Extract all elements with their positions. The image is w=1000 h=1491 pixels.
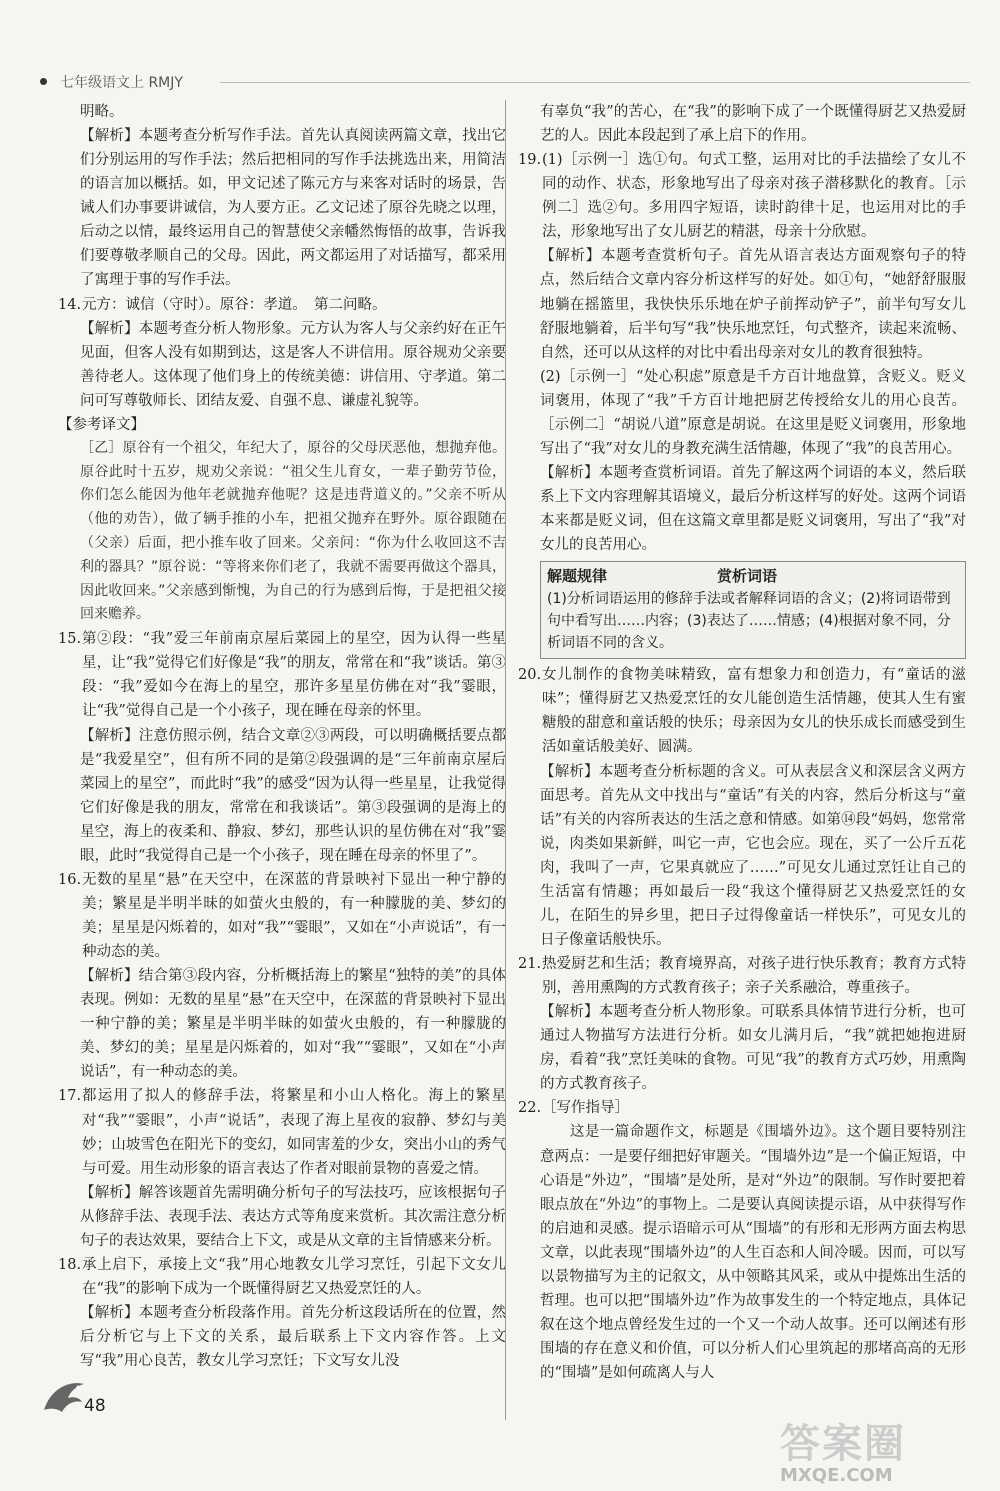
question-number: 19. bbox=[518, 152, 542, 169]
paragraph: 【解析】本题考查分析人物形象。元方认为客人与父亲约好在正午见面，但客人没有如期到达，这是客人不讲信用。原谷规劝父亲要善待老人。这体现了他们身上的传统美德：讲信用、守孝道。第二问可写尊敬师长、团结友爱、自强不息、谦虚礼貌等。 bbox=[80, 320, 506, 409]
bullet-icon bbox=[40, 78, 47, 85]
header-rule bbox=[220, 82, 970, 83]
paragraph: 有辜负“我”的苦心，在“我”的影响下成了一个既懂得厨艺又热爱厨艺的人。因此本段起到了承上启下的作用。 bbox=[540, 104, 966, 145]
dolphin-logo-icon bbox=[40, 1372, 90, 1418]
question-answer: 无数的星星“悬”在天空中，在深蓝的背景映衬下显出一种宁静的美；繁星是半明半昧的如萤火虫般的，有一种朦胧的美、梦幻的美；星星是闪烁着的，如对“我”“霎眼”，又如在“小声说话”，有一种动态的美。 bbox=[82, 871, 506, 961]
reference-translation: ［乙］原谷有一个祖父，年纪大了，原谷的父母厌恶他，想抛弃他。原谷此时十五岁，规劝父亲说：“祖父生儿育女，一辈子勤劳节俭，你们怎么能因为他年老就抛弃他呢？这是违背道义的。”父亲不听从（他的劝告），做了辆手推的小车，把祖父抛弃在野外。原谷跟随在（父亲）后面，把小推车收了回来。父亲问：“你为什么收回这不吉利的器具？”原谷说：“等将来你们老了，我就不需要再做这个器具，因此收回来。”父亲感到惭愧，为自己的行为感到后悔，于是把祖父接回来赡养。 bbox=[80, 439, 506, 623]
tip-body: (1)分析词语运用的修辞手法或者解释词语的含义；(2)将词语带到句中看写出……内容；(3)表达了……情感；(4)根据对象不同，分析词语不同的含义。 bbox=[547, 591, 951, 652]
paragraph: 【解析】本题考查赏析句子。首先从语言表达方面观察句子的特点，然后结合文章内容分析这样写的好处。如①句，“她舒舒服服地躺在摇篮里，我快快乐乐地在炉子前挥动铲子”，前半句写女儿舒服地躺着，后半句写“我”快乐地烹饪，句式整齐，读起来流畅、自然，还可以从这样的对比中看出母亲对女儿的教育很独特。 bbox=[540, 248, 966, 361]
paragraph: (2)［示例一］“处心积虑”原意是千方百计地盘算，含贬义。贬义词褒用，体现了“我”千方百计地把厨艺传授给女儿的用心良苦。［示例二］“胡说八道”原意是胡说。在这里是贬义词褒用，形象地写出了“我”对女儿的身教充满生活情趣，体现了“我”的良苦用心。 bbox=[540, 368, 966, 457]
question-answer: 女儿制作的食物美味精致，富有想象力和创造力，有“童话的滋味”；懂得厨艺又热爱烹饪的女儿能创造生活情趣，使其人生有蜜糖般的甜意和童话般的快乐；母亲因为女儿的快乐成长而感受到生活如童话般美好、圆满。 bbox=[542, 667, 966, 756]
paragraph: 【解析】结合第③段内容，分析概括海上的繁星“独特的美”的具体表现。例如：无数的星星“悬”在天空中，在深蓝的背景映衬下显出一种宁静的美；繁星是半明半昧的如萤火虫般的，有一种朦胧的美、梦幻的美；星星是闪烁着的，如对“我”“霎眼”，又如在“小声说话”，有一种动态的美。 bbox=[80, 968, 506, 1081]
question-item bbox=[58, 1084, 506, 1180]
question-number: 14. bbox=[58, 296, 82, 313]
section-heading: 【参考译文】 bbox=[58, 416, 145, 433]
page-header bbox=[40, 72, 970, 94]
watermark-cn: 答案圈 bbox=[780, 1421, 906, 1467]
paragraph: 这是一篇命题作文，标题是《围墙外边》。这个题目要特别注意两点：一是要仔细把好审题关。“围墙外边”是一个偏正短语，中心语是“外边”，“围墙”是处所，是对“外边”的限制。写作时要把着眼点放在“外边”的事物上。二是要认真阅读提示语，从中获得写作的启迪和灵感。提示语暗示可从“围墙”的有形和无形两方面去构思文章，以此表现“围墙外边”的人生百态和人间冷暖。因而，可以写以景物描写为主的记叙文，从中领略其风采，或从中提炼出生活的哲理。也可以把“围墙外边”作为故事发生的一个特定地点，具体记叙在这个地点曾经发生过的一个又一个动人故事。还可以阐述有形围墙的存在意义和价值，可以分析人们心里筑起的那堵高高的无形的“围墙”是如何疏离人与人 bbox=[540, 1124, 966, 1382]
question-number: 17. bbox=[58, 1088, 82, 1105]
question-item bbox=[518, 952, 966, 1000]
question-answer: 热爱厨艺和生活；教育境界高，对孩子进行快乐教育；教育方式特别，善用熏陶的方式教育孩子；亲子关系融洽，尊重孩子。 bbox=[542, 956, 966, 997]
question-item bbox=[58, 868, 506, 964]
question-answer: (1)［示例一］选①句。句式工整，运用对比的手法描绘了女儿不同的动作、状态，形象地写出了母亲对孩子潜移默化的教育。［示例二］选②句。多用四字短语，读时韵律十足，也运用对比的手法，形象地写出了女儿厨艺的精湛，母亲十分欣慰。 bbox=[542, 152, 966, 241]
tip-title-left: 解题规律 bbox=[547, 567, 608, 586]
question-item bbox=[58, 293, 506, 317]
question-answer: 承上启下，承接上文“我”用心地教女儿学习烹饪，引起下文女儿在“我”的影响下成为一个既懂得厨艺又热爱烹饪的人。 bbox=[82, 1256, 506, 1297]
paragraph: 【解析】本题考查分析写作手法。首先认真阅读两篇文章，找出它们分别运用的写作手法；然后把相同的写作手法挑选出来，用简洁的语言加以概括。如，甲文记述了陈元方与来客对话时的场景，告诫人们办事要讲诚信，为人要方正。乙文记述了原谷先晓之以理，后动之以情，最终运用自己的智慧使父亲幡然悔悟的故事，告诉我们要尊敬孝顺自己的父母。因此，两文都运用了对话描写，都采用了寓理于事的写作手法。 bbox=[80, 128, 506, 289]
question-item bbox=[518, 1096, 966, 1120]
watermark bbox=[780, 1412, 980, 1486]
page-number: 48 bbox=[84, 1396, 106, 1416]
watermark-url: MXQE.COM bbox=[780, 1465, 893, 1486]
question-number: 18. bbox=[58, 1256, 82, 1273]
paragraph: 【解析】本题考查分析人物形象。可联系具体情节进行分析，也可通过人物描写方法进行分析。如女儿满月后，“我”就把她抱进厨房，看着“我”烹饪美味的食物。可见“我”的教育方式巧妙，用熏陶的方式教育孩子。 bbox=[540, 1004, 966, 1093]
tip-title-right: 赏析词语 bbox=[717, 567, 778, 586]
question-item bbox=[518, 148, 966, 244]
question-answer: 都运用了拟人的修辞手法，将繁星和小山人格化。海上的繁星对“我”“霎眼”，小声“说话”，表现了海上星夜的寂静、梦幻与美妙；山坡雪色在阳光下的变幻，如同害羞的少女，突出小山的秀气与可爱。用生动形象的语言表达了作者对眼前景物的喜爱之情。 bbox=[82, 1088, 506, 1177]
question-item bbox=[58, 1253, 506, 1301]
left-column bbox=[58, 100, 506, 1373]
question-number: 21. bbox=[518, 956, 542, 972]
tip-title bbox=[547, 564, 959, 588]
tip-box bbox=[540, 561, 966, 659]
paragraph: 【解析】本题考查赏析词语。首先了解这两个词语的本义，然后联系上下文内容理解其语境义，最后分析这样写的好处。这两个词语本来都是贬义词，但在这篇文章里都是贬义词褒用，写出了“我”对女儿的良苦用心。 bbox=[540, 464, 966, 554]
question-number: 15. bbox=[58, 631, 82, 648]
question-item bbox=[58, 627, 506, 723]
question-answer: 第②段：“我”爱三年前南京屋后菜园上的星空，因为认得一些星星，让“我”觉得它们好像是“我”的朋友，常常在和“我”谈话。第③段：“我”爱如今在海上的星空，那许多星星仿佛在对“我”霎眼，让“我”觉得自己是一个小孩子，现在睡在母亲的怀里。 bbox=[82, 631, 506, 720]
question-item bbox=[518, 663, 966, 759]
question-number: 16. bbox=[58, 871, 82, 888]
column-divider bbox=[505, 100, 506, 1420]
paragraph: 【解析】本题考查分析段落作用。首先分析这段话所在的位置，然后分析它与上下文的关系，最后联系上下文内容作答。上文写“我”用心良苦，教女儿学习烹饪；下文写女儿没 bbox=[80, 1305, 506, 1370]
paragraph: 【解析】解答该题首先需明确分析句子的写法技巧，应该根据句子从修辞手法、表现手法、表达方式等角度来赏析。其次需注意分析句子的表达效果，要结合上下文，或是从文章的主旨情感来分析。 bbox=[80, 1184, 506, 1249]
question-number: 20. bbox=[518, 667, 542, 684]
paragraph: 【解析】注意仿照示例，结合文章②③两段，可以明确概括要点都是“我爱星空”，但有所不同的是第②段强调的是“三年前南京屋后菜园上的星空”，而此时“我”的感受“因为认得一些星星，让我觉得它们好像是我的朋友，常常在和我谈话”。第③段强调的是海上的星空，海上的夜柔和、静寂、梦幻，那些认识的星仿佛在对“我”霎眼，此时“我觉得自己是一个小孩子，现在睡在母亲的怀里了”。 bbox=[80, 727, 506, 864]
question-answer: 元方：诚信（守时）。原谷：孝道。 第二问略。 bbox=[82, 296, 387, 313]
paragraph: 明略。 bbox=[80, 104, 124, 120]
question-answer: ［写作指导］ bbox=[542, 1100, 629, 1117]
paragraph: 【解析】本题考查分析标题的含义。可从表层含义和深层含义两方面思考。首先从文中找出与“童话”有关的内容，然后分析这与“童话”有关的内容所表达的生活之意和情感。如第⑭段“妈妈，您常常说，肉类如果新鲜，叫它一声，它也会应。现在，买了一公斤五花肉，我叫了一声，它果真就应了……”可见女儿通过烹饪让自己的生活富有情趣；再如最后一段“我这个懂得厨艺又热爱烹饪的女儿，在陌生的异乡里，把日子过得像童话一样快乐”，可见女儿的日子像童话般快乐。 bbox=[540, 763, 966, 948]
question-number: 22. bbox=[518, 1100, 542, 1117]
header-title: 七年级语文上 RMJY bbox=[60, 75, 183, 91]
right-column bbox=[518, 100, 966, 1385]
